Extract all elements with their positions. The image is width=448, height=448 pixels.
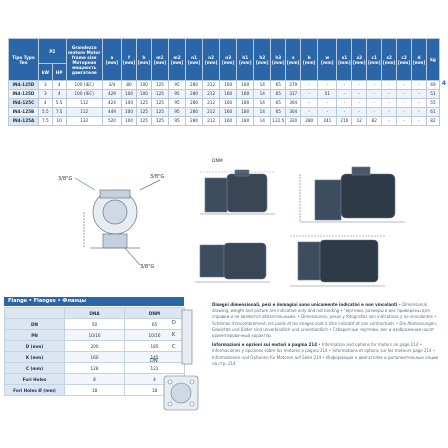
col-dim-19: d [mm]: [412, 39, 427, 81]
spec-cell-dim: 100: [136, 81, 151, 90]
port-label-2: 3/8"G: [150, 174, 165, 180]
flange-title: Flange • Flanges • Фланцы: [4, 297, 184, 306]
flange-cell-dna: 10/16: [65, 330, 125, 341]
spec-cell-dim: 12: [352, 117, 367, 126]
flange-dn-label: DN: [150, 358, 158, 364]
flange-c-label: C: [172, 344, 176, 350]
spec-cell-motor: 112: [66, 99, 102, 108]
col-motor: Grandezza motore Motor frame size Моторная мощность двигателя: [66, 39, 102, 81]
spec-cell-dim: 14: [254, 117, 271, 126]
spec-cell-kw: 4: [38, 99, 52, 108]
col-dim-6: n2 [mm]: [203, 39, 220, 81]
spec-row: [9, 99, 440, 108]
flange-cell-label: Fori Holes: [5, 374, 65, 385]
col-dim-2: h [mm]: [136, 39, 151, 81]
spec-cell-dim: 122.5: [271, 117, 286, 126]
flange-cell-dnm: 18: [125, 385, 185, 396]
spec-cell-dim: -: [318, 99, 337, 108]
spec-cell-dim: -: [337, 99, 352, 108]
col-dim-8: h1 [mm]: [237, 39, 254, 81]
spec-cell-dim: 14: [254, 108, 271, 117]
flange-cell-dna: 18: [65, 385, 125, 396]
pump-front-view: [75, 178, 160, 265]
spec-cell-dim: 125: [136, 99, 151, 108]
spec-cell-dim: 95: [168, 81, 185, 90]
col-dim-16: c1 [mm]: [367, 39, 382, 81]
col-dim-15: x2 [mm]: [352, 39, 367, 81]
spec-cell-dim: 320: [286, 117, 301, 126]
spec-cell-dim: -: [301, 99, 318, 108]
spec-cell-dim: 279: [286, 81, 301, 90]
spec-cell-motor: 132: [66, 117, 102, 126]
spec-row: [9, 117, 440, 126]
spec-cell-hp: 4: [52, 81, 66, 90]
flange-cell-dnm: 145: [125, 352, 185, 363]
flange-cell-dnm: 4: [125, 374, 185, 385]
spec-cell-dim: 14: [254, 81, 271, 90]
col-type: Tipo Typo Ten: [9, 39, 39, 81]
spec-cell-dim: 280: [186, 117, 203, 126]
flange-cell-dna: 50: [65, 319, 125, 330]
spec-cell-dim: -: [412, 108, 427, 117]
spec-cell-dim: 160: [220, 90, 237, 99]
spec-cell-dim: 241: [318, 117, 337, 126]
spec-cell-dim: 125: [151, 108, 168, 117]
spec-cell-dim: 51: [318, 90, 337, 99]
spec-cell-dim: -: [337, 90, 352, 99]
spec-cell-dim: -: [367, 108, 382, 117]
flange-k-label: K: [172, 332, 176, 338]
flange-cell-label: PN: [5, 330, 65, 341]
spec-cell-dim: 280: [301, 117, 318, 126]
port-label-3: 3/8"G: [140, 264, 155, 270]
flange-cell-label: Fori Holes Ø (mm): [5, 385, 65, 396]
spec-cell-dim: 125: [136, 117, 151, 126]
spec-cell-type: IN4-125A: [9, 117, 39, 126]
spec-cell-kw: 7.5: [38, 117, 52, 126]
col-kw: kW: [38, 64, 52, 81]
spec-cell-dim: -: [337, 108, 352, 117]
flange-cell-dnm: 122: [125, 363, 185, 374]
flange-cell-label: C (mm): [5, 363, 65, 374]
spec-cell-dim: -: [367, 81, 382, 90]
spec-cell-dim: 212: [203, 90, 220, 99]
spec-cell-kw: 3: [38, 81, 52, 90]
col-dim-17: x2 [mm]: [382, 39, 397, 81]
spec-cell-dim: 65: [271, 108, 286, 117]
flange-col-dnm: DNM: [125, 308, 185, 319]
notes-heading-2: Informazioni e opzioni sui motori a pagina 214: [212, 342, 317, 348]
spec-cell-dim: 180: [237, 81, 254, 90]
spec-cell-dim: 212: [203, 117, 220, 126]
spec-cell-dim: 100: [122, 108, 137, 117]
spec-cell-dim: -: [397, 99, 412, 108]
spec-cell-dim: 212: [203, 81, 220, 90]
spec-cell-dim: -: [412, 81, 427, 90]
spec-table-body: [9, 81, 440, 126]
spec-row: [9, 90, 440, 99]
spec-cell-dim: -: [301, 81, 318, 90]
spec-cell-hp: 7.5: [52, 108, 66, 117]
flange-cell-dna: 8: [65, 374, 125, 385]
col-dim-0: a [mm]: [102, 39, 121, 81]
spec-cell-dim: 65: [271, 90, 286, 99]
spec-cell-dim: 125: [151, 117, 168, 126]
dimensional-drawings: [0, 150, 448, 300]
spec-cell-dim: -: [412, 99, 427, 108]
spec-cell-dim: -: [352, 99, 367, 108]
flange-d-label: D: [172, 320, 176, 326]
spec-cell-dim: 14: [254, 99, 271, 108]
spec-cell-dim: -: [397, 90, 412, 99]
spec-row: [9, 81, 440, 90]
spec-cell-dim: 280: [186, 81, 203, 90]
spec-cell-dim: -: [367, 90, 382, 99]
spec-cell-dim: 216: [337, 117, 352, 126]
flange-cell-dnm: 65: [125, 319, 185, 330]
spec-cell-dim: 125: [136, 108, 151, 117]
spec-cell-dim: -: [382, 117, 397, 126]
col-dim-1: f [mm]: [122, 39, 137, 81]
spec-cell-dim: -: [382, 108, 397, 117]
spec-cell-dim: -: [352, 81, 367, 90]
notes-block: [212, 302, 442, 370]
pump-side-view: [200, 170, 275, 214]
flange-cell-dna: 160: [65, 352, 125, 363]
spec-cell-dim: -: [397, 117, 412, 126]
spec-cell-dim: -: [382, 99, 397, 108]
spec-cell-dim: 80: [122, 81, 137, 90]
spec-cell-dim: 304: [286, 99, 301, 108]
flange-cell-dnm: 10/16: [125, 330, 185, 341]
spec-cell-dim: 125: [151, 90, 168, 99]
col-dim-11: s [mm]: [286, 39, 301, 81]
col-hp: HP: [52, 64, 66, 81]
spec-cell-dim: 429: [102, 90, 121, 99]
spec-cell-dim: 3/4: [102, 81, 121, 90]
pump-motor-view: [300, 167, 405, 222]
spec-cell-dim: 14: [254, 90, 271, 99]
spec-cell-type: IN4-125B: [9, 108, 39, 117]
notes-body-2: • Information and options for motors on page 214 • Informaciones y opciones sobre los motores a página 214 • Informations et options sur les moteurs page 214 • Informationen und Optionen für Motoren auf Seite 214 • Информация о двигателях и дополнительные опции на стр. 214: [212, 342, 439, 366]
spec-cell-dim: -: [352, 108, 367, 117]
spec-cell-type: IN4-125C: [9, 99, 39, 108]
spec-cell-dim: 82: [367, 117, 382, 126]
spec-cell-dim: 280: [186, 90, 203, 99]
spec-cell-dim: -: [412, 90, 427, 99]
spec-cell-dim: 520: [102, 117, 121, 126]
spec-cell-dim: 95: [168, 117, 185, 126]
spec-cell-dim: 317: [286, 90, 301, 99]
spec-cell-dim: 212: [203, 99, 220, 108]
page-number: 4: [441, 80, 446, 87]
spec-cell-weight: 49: [426, 81, 439, 90]
spec-cell-dim: -: [318, 81, 337, 90]
spec-cell-dim: -: [397, 81, 412, 90]
spec-cell-dim: -: [337, 81, 352, 90]
col-dim-13: w [mm]: [318, 39, 337, 81]
col-dim-9: h2 [mm]: [254, 39, 271, 81]
spec-cell-hp: 5.5: [52, 99, 66, 108]
spec-cell-dim: -: [352, 90, 367, 99]
flange-cell-label: DN: [5, 319, 65, 330]
spec-cell-dim: 95: [168, 108, 185, 117]
col-dim-12: b [mm]: [301, 39, 318, 81]
spec-cell-dim: 160: [220, 117, 237, 126]
spec-cell-dim: 160: [220, 81, 237, 90]
spec-cell-dim: 95: [168, 90, 185, 99]
spec-cell-dim: 125: [151, 99, 168, 108]
spec-cell-dim: 100: [136, 90, 151, 99]
spec-cell-weight: 55: [426, 99, 439, 108]
port-label-1: 3/8"G: [58, 176, 73, 182]
col-p2: P2: [38, 39, 66, 64]
col-dim-5: n1 [mm]: [186, 39, 203, 81]
spec-cell-dim: 280: [186, 99, 203, 108]
spec-cell-weight: 61: [426, 108, 439, 117]
spec-cell-dim: 180: [237, 117, 254, 126]
col-weight: kg: [426, 39, 439, 81]
spec-cell-dim: -: [367, 99, 382, 108]
spec-cell-dim: -: [301, 108, 318, 117]
spec-cell-dim: 280: [186, 108, 203, 117]
spec-cell-dim: 160: [220, 108, 237, 117]
spec-cell-dim: 449: [102, 108, 121, 117]
flange-cell-dnm: 185: [125, 341, 185, 352]
flange-cell-dna: 200: [65, 341, 125, 352]
flange-cell-dna: 128: [65, 363, 125, 374]
spec-cell-dim: 65: [271, 81, 286, 90]
col-dim-14: x1 [mm]: [337, 39, 352, 81]
spec-cell-dim: -: [382, 81, 397, 90]
page-edge: [440, 0, 448, 448]
spec-cell-dim: -: [382, 90, 397, 99]
spec-cell-dim: -: [301, 90, 318, 99]
flange-cell-label: D (mm): [5, 341, 65, 352]
spec-cell-dim: -: [412, 117, 427, 126]
pump-top-view-left: [195, 243, 270, 282]
spec-cell-weight: 51: [426, 90, 439, 99]
spec-cell-dim: 65: [271, 99, 286, 108]
col-dim-3: m1 [mm]: [151, 39, 168, 81]
spec-row: [9, 108, 440, 117]
spec-cell-dim: 180: [237, 90, 254, 99]
spec-cell-motor: 112: [66, 108, 102, 117]
spec-cell-dim: 212: [203, 108, 220, 117]
pump-top-view-right: [290, 236, 385, 286]
spec-cell-dim: 100: [122, 99, 137, 108]
spec-cell-dim: 304: [286, 108, 301, 117]
spec-cell-kw: 3: [38, 90, 52, 99]
spec-cell-dim: 180: [237, 99, 254, 108]
spec-cell-kw: 5.5: [38, 108, 52, 117]
col-dim-18: c2 [mm]: [397, 39, 412, 81]
spec-cell-dim: 125: [151, 81, 168, 90]
spec-cell-motor: 100 (IEC): [66, 81, 102, 90]
spec-cell-dim: 100: [122, 117, 137, 126]
col-dim-10: h3 [mm]: [271, 39, 286, 81]
spec-cell-dim: 424: [102, 99, 121, 108]
spec-cell-dim: -: [318, 108, 337, 117]
flange-corner: [5, 308, 65, 319]
spec-cell-dim: 180: [237, 108, 254, 117]
col-dim-4: m2 [mm]: [168, 39, 185, 81]
spec-cell-dim: 160: [220, 99, 237, 108]
spec-cell-weight: 82: [426, 117, 439, 126]
spec-cell-hp: 4: [52, 90, 66, 99]
col-dim-7: n3 [mm]: [220, 39, 237, 81]
spec-cell-type: IN4-125D: [9, 90, 39, 99]
spec-table: [8, 38, 440, 126]
flange-cell-label: K (mm): [5, 352, 65, 363]
notes-body: • Dimensional drawing, weight and picture are indicative only and not binding • Чертежи, размеры и вес приведены для справки и не являются обязательными. • Dimensiones, pesos y fotografías son indicativas y no vinculantes • Schémas d'encombrement, les poids et les images sont à titre indicatif et non contractuels • Die Abmessungen, Gewichte und Bilder sind unverbindlich und unverbindlich • Габаритные чертежи, вес и изображения носят ориентировочный характер: [212, 302, 438, 339]
spec-cell-hp: 10: [52, 117, 66, 126]
spec-cell-dim: 95: [168, 99, 185, 108]
spec-cell-dim: 100: [122, 90, 137, 99]
spec-cell-type: IN4-125D: [9, 81, 39, 90]
spec-cell-motor: 100 (IEC): [66, 90, 102, 99]
flange-col-dna: DNA: [65, 308, 125, 319]
notes-heading: Disegni dimensionali, pesi e immagini sono unicamente indicativi e non vincolanti: [212, 302, 398, 307]
dnm-label: DNM: [212, 159, 223, 164]
flange-drawing: [146, 306, 206, 448]
spec-cell-dim: -: [397, 108, 412, 117]
